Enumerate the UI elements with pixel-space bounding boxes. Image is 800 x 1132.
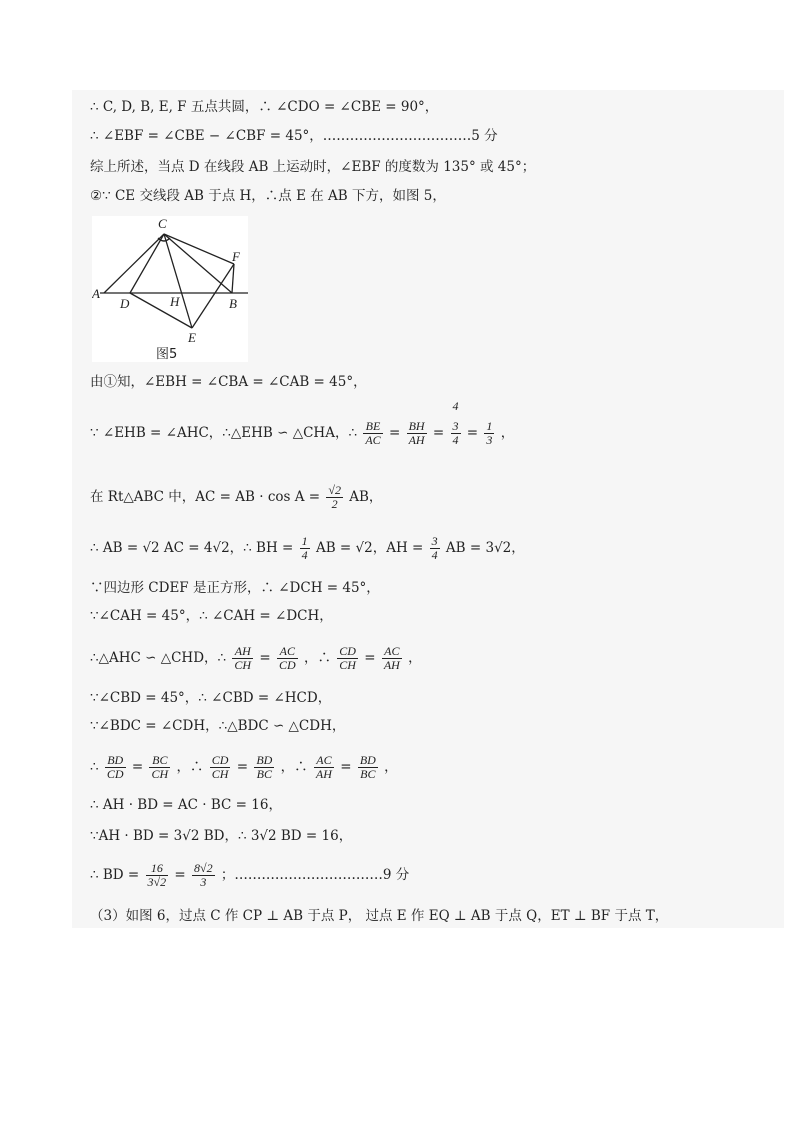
fraction-one-quarter: $\frac{1}{4}$ xyxy=(301,534,308,562)
label-b: B xyxy=(229,296,237,311)
text-line-10: ∵∠CAH = 45°，∴ ∠CAH = ∠DCH， xyxy=(90,608,333,624)
text-line-8: ∴ AB = √2 AC = 4√2，∴ BH = $\frac{1}{4}$ AB = √2，AH = $\frac{3}{4}$ AB = 3√2， xyxy=(90,534,525,562)
label-c: C xyxy=(158,216,167,231)
geometry-diagram xyxy=(92,216,248,362)
text-line-5: 由①知，∠EBH = ∠CBA = ∠CAB = 45°， xyxy=(90,374,367,390)
fraction-root2-over-2: $\frac{√2}{2}$ xyxy=(328,483,341,511)
fraction-ac-cd: $\frac{AC}{CD}$ xyxy=(279,644,296,672)
text-line-13: ∵∠BDC = ∠CDH，∴△BDC ∽ △CDH， xyxy=(90,718,346,734)
segment-ac xyxy=(104,234,164,293)
fraction-cd-ch-2: $\frac{CD}{CH}$ xyxy=(211,753,229,781)
segment-cf xyxy=(164,234,234,264)
text-line-2: ∴ ∠EBF = ∠CBE − ∠CBF = 45°，……………………………5 分 xyxy=(90,128,498,144)
fraction-ac-ah: $\frac{AC}{AH}$ xyxy=(383,644,400,672)
fraction-bh-ah: $\frac{BH}{AH}$ xyxy=(408,419,425,447)
fraction-bd-bc-2: $\frac{BD}{BC}$ xyxy=(359,753,376,781)
text-line-9: ∵四边形 CDEF 是正方形，∴ ∠DCH = 45°， xyxy=(90,580,380,596)
fraction-16-over-3root2: $\frac{16}{3√2}$ xyxy=(147,861,167,889)
text-line-1: ∴ C, D, B, E, F 五点共圆，∴ ∠CDO = ∠CBE = 90°， xyxy=(90,99,439,115)
fraction-one-third: $\frac{1}{3}$ xyxy=(486,419,493,447)
fraction-bd-cd: $\frac{BD}{CD}$ xyxy=(106,753,124,781)
label-f: F xyxy=(232,249,240,264)
figure-caption: 图5 xyxy=(156,347,178,362)
text-line-17: ∴ BD = $\frac{16}{3√2}$ = $\frac{8√2}{3}$ ；……………………………9 分 xyxy=(90,861,410,889)
segment-fb xyxy=(232,264,234,293)
text-line-3: 综上所述，当点 D 在线段 AB 上运动时，∠EBF 的度数为 135° 或 45°； xyxy=(90,159,536,175)
figure-5 xyxy=(92,216,248,362)
text-line-12: ∵∠CBD = 45°，∴ ∠CBD = ∠HCD， xyxy=(90,690,332,706)
fraction-8root2-over-3: $\frac{8√2}{3}$ xyxy=(194,861,213,889)
text-line-15: ∴ AH · BD = AC · BC = 16， xyxy=(90,797,282,813)
fraction-cd-ch: $\frac{CD}{CH}$ xyxy=(339,644,356,672)
fraction-ac-ah-2: $\frac{AC}{AH}$ xyxy=(315,753,332,781)
text-line-7: 在 Rt△ABC 中，AC = AB · cos A = $\frac{√2}{2}$ AB， xyxy=(90,483,383,511)
text-line-18: （3）如图 6，过点 C 作 CP ⊥ AB 于点 P， 过点 E 作 EQ ⊥ AB 于点 Q，ET ⊥ BF 于点 T， xyxy=(90,908,669,924)
text-line-6: ∵ ∠EHB = ∠AHC，∴△EHB ∽ △CHA，∴ $\frac{BE}{AC}$ = $\frac{BH}{AH}$ = 4 3 4 = $\frac{1}{3}$ ， xyxy=(90,399,515,447)
label-h: H xyxy=(170,294,180,309)
fraction-three-quarters: $\frac{3}{4}$ xyxy=(431,534,438,562)
segment-cb xyxy=(164,234,232,293)
text-line-4: ②∵ CE 交线段 AB 于点 H，∴点 E 在 AB 下方，如图 5， xyxy=(90,188,446,204)
fraction-ah-ch: $\frac{AH}{CH}$ xyxy=(234,644,252,672)
fraction-compound: 4 3 4 xyxy=(452,399,459,447)
segment-cd xyxy=(130,234,164,293)
fraction-bc-ch: $\frac{BC}{CH}$ xyxy=(151,753,169,781)
label-a: A xyxy=(92,286,100,301)
segment-ef xyxy=(192,264,234,328)
fraction-be-ac: $\frac{BE}{AC}$ xyxy=(365,419,381,447)
text-line-16: ∵AH · BD = 3√2 BD，∴ 3√2 BD = 16， xyxy=(90,828,353,844)
label-e: E xyxy=(188,330,196,345)
fraction-bd-bc: $\frac{BD}{BC}$ xyxy=(256,753,273,781)
text-line-11: ∴△AHC ∽ △CHD，∴ $\frac{AH}{CH}$ = $\frac{AC}{CD}$ ，∴ $\frac{CD}{CH}$ = $\frac{AC}{AH}$ ， xyxy=(90,644,422,672)
label-d: D xyxy=(120,296,130,311)
text-line-14: ∴ $\frac{BD}{CD}$ = $\frac{BC}{CH}$ ，∴ $\frac{CD}{CH}$ = $\frac{BD}{BC}$ ，∴ $\frac{AC}{AH}$ = $\frac{BD}{BC}$ ， xyxy=(90,753,398,781)
